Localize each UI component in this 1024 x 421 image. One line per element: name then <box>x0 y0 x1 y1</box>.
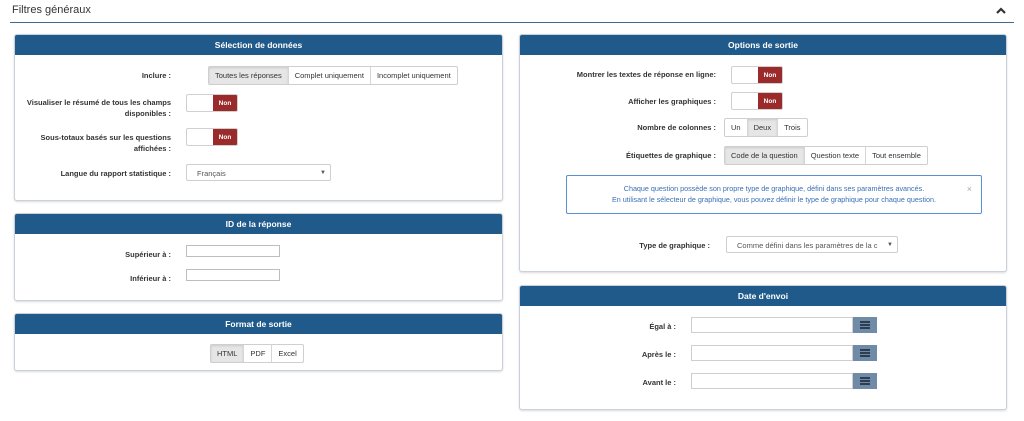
date-equal-label: Égal à : <box>649 322 676 331</box>
date-after-label: Après le : <box>641 350 676 359</box>
toggle-track <box>187 95 213 111</box>
subtotals-toggle[interactable] <box>186 128 238 146</box>
submit-date-panel <box>519 285 1007 410</box>
panel-title: Sélection de données <box>15 35 502 55</box>
toggle-no: Non <box>213 129 237 145</box>
chevron-up-icon[interactable] <box>995 5 1007 17</box>
chart-info-alert <box>566 175 982 214</box>
less-than-label: Inférieur à : <box>130 274 171 283</box>
data-selection-panel <box>14 34 503 201</box>
calendar-icon <box>860 349 870 358</box>
chart-type-label: Type de graphique : <box>639 241 710 250</box>
language-select[interactable]: Français ▼ <box>186 164 331 181</box>
output-format-button-group <box>210 344 304 363</box>
response-id-panel <box>14 213 503 301</box>
less-than-input[interactable] <box>186 269 280 281</box>
format-pdf-button[interactable]: PDF <box>244 345 272 362</box>
include-label: Inclure : <box>141 71 171 80</box>
format-html-button[interactable]: HTML <box>211 345 244 362</box>
date-equal-input[interactable] <box>691 317 853 333</box>
toggle-no: Non <box>758 67 782 83</box>
caret-down-icon: ▼ <box>320 170 326 176</box>
show-charts-toggle[interactable] <box>731 92 783 110</box>
date-equal-calendar-button[interactable] <box>853 317 877 333</box>
summary-toggle[interactable] <box>186 94 238 112</box>
chart-label-code-button[interactable]: Code de la question <box>725 147 805 164</box>
date-before-input[interactable] <box>691 373 853 389</box>
summary-label: Visualiser le résumé de tous les champs disponibles : <box>26 98 171 118</box>
inline-text-toggle[interactable] <box>731 66 783 84</box>
calendar-icon <box>860 321 870 330</box>
include-all-button[interactable]: Toutes les réponses <box>209 67 289 84</box>
columns-two-button[interactable]: Deux <box>748 119 779 136</box>
columns-label: Nombre de colonnes : <box>637 123 716 132</box>
info-text-line2: En utilisant le sélecteur de graphique, vous pouvez définir le type de graphique pour chaque question. <box>611 195 937 204</box>
greater-than-label: Supérieur à : <box>125 250 171 259</box>
include-incomplete-button[interactable]: Incomplet uniquement <box>376 71 451 80</box>
toggle-no: Non <box>758 93 782 109</box>
toggle-track <box>732 93 758 109</box>
greater-than-input[interactable] <box>186 245 280 257</box>
close-icon[interactable]: × <box>966 184 972 194</box>
columns-three-button[interactable]: Trois <box>784 123 801 132</box>
panel-title: Date d'envoi <box>520 286 1006 306</box>
date-after-input[interactable] <box>691 345 853 361</box>
inline-text-label: Montrer les textes de réponse en ligne: <box>576 70 716 79</box>
output-options-panel <box>519 34 1007 272</box>
chart-label-all-button[interactable]: Tout ensemble <box>872 151 921 160</box>
format-excel-button[interactable]: Excel <box>278 349 297 358</box>
divider <box>10 22 1014 23</box>
toggle-track <box>187 129 213 145</box>
info-text-line1: Chaque question possède son propre type de graphique, défini dans ses paramètres avancés. <box>623 184 925 193</box>
include-complete-button[interactable]: Complet uniquement <box>289 67 371 84</box>
chart-labels-label: Étiquettes de graphique : <box>625 151 716 160</box>
calendar-icon <box>860 377 870 386</box>
date-before-calendar-button[interactable] <box>853 373 877 389</box>
chart-label-text-button[interactable]: Question texte <box>805 147 866 164</box>
columns-one-button[interactable]: Un <box>725 119 748 136</box>
subtotals-label: Sous-totaux basés sur les questions affichées : <box>40 133 171 153</box>
date-after-calendar-button[interactable] <box>853 345 877 361</box>
date-before-label: Avant le : <box>642 378 676 387</box>
toggle-no: Non <box>213 95 237 111</box>
show-charts-label: Afficher les graphiques : <box>628 97 716 106</box>
page-title: Filtres généraux <box>12 4 91 16</box>
include-button-group <box>208 66 458 85</box>
panel-title: ID de la réponse <box>15 214 502 234</box>
panel-title: Format de sortie <box>15 314 502 334</box>
general-filters-bar[interactable] <box>0 0 1024 22</box>
toggle-track <box>732 67 758 83</box>
chart-type-select[interactable]: Comme défini dans les paramètres de la c ▼ <box>726 236 898 253</box>
language-label: Langue du rapport statistique : <box>60 169 171 178</box>
caret-down-icon: ▼ <box>887 242 893 248</box>
chart-labels-button-group <box>724 146 928 165</box>
panel-title: Options de sortie <box>520 35 1006 55</box>
output-format-panel <box>14 313 503 371</box>
columns-button-group <box>724 118 808 137</box>
